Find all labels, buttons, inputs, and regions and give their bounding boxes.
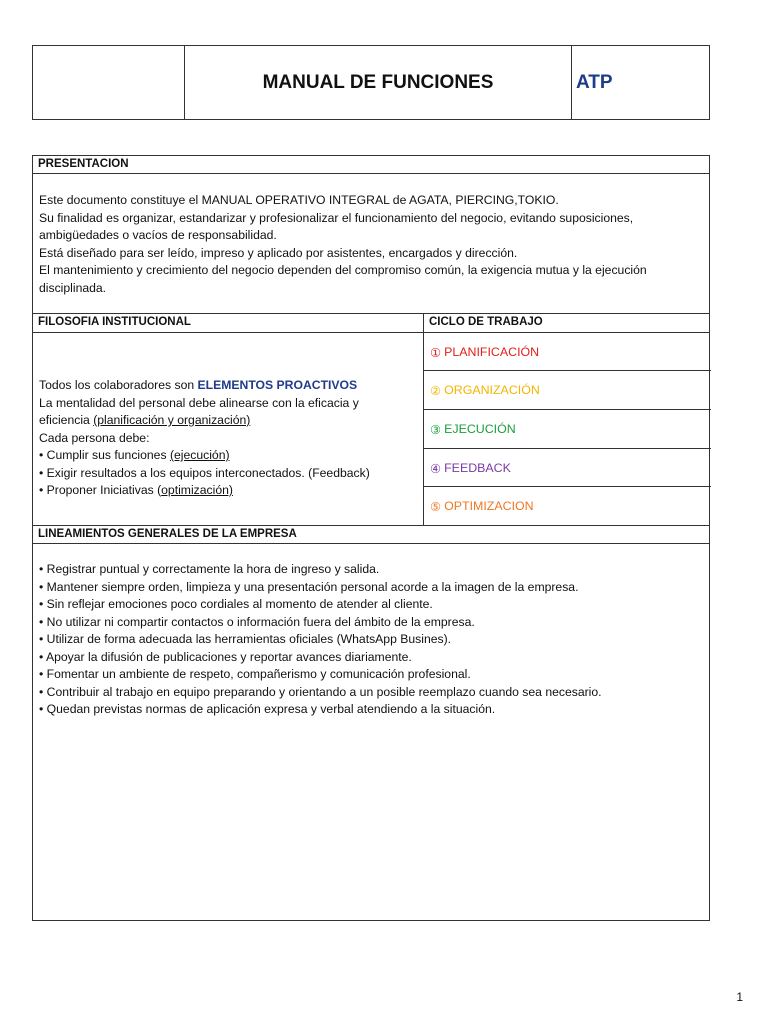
ciclo-step-organizacion [424, 371, 709, 409]
step-label: ORGANIZACIÓN [444, 383, 540, 397]
logo-cell [33, 46, 185, 119]
filosofia-bullet-text: • Proponer Iniciativas ( [39, 483, 162, 497]
filosofia-bullet-underlined: (ejecución) [169, 448, 230, 462]
list-item: • Quedan previstas normas de aplicación expresa y verbal atendiendo a la situación. [39, 702, 496, 716]
filosofia-mentalidad-underlined: (planificación y organización) [93, 413, 251, 427]
ciclo-step-planificacion [424, 333, 709, 371]
filosofia-intro-text: Todos los colaboradores son [39, 378, 198, 392]
presentacion-text [39, 192, 699, 297]
presentacion-line: Está diseñado para ser leído, impreso y aplicado por asistentes, encargados y dirección. [39, 245, 518, 260]
list-item: • Sin reflejar emociones poco cordiales al momento de atender al cliente. [39, 597, 433, 611]
document-header [32, 45, 710, 120]
filosofia-intro-accent: ELEMENTOS PROACTIVOS [197, 378, 358, 392]
step-label: OPTIMIZACION [444, 499, 534, 513]
divider [33, 173, 709, 174]
document-code: ATP [576, 71, 613, 93]
page-number: 1 [736, 990, 743, 1004]
presentacion-line: El mantenimiento y crecimiento del negocio dependen del compromiso común, la exigencia mutua y la ejecución disciplinada. [39, 263, 647, 295]
list-item: • Contribuir al trabajo en equipo preparando y orientando a un posible reemplazo cuando sea necesario. [39, 684, 602, 699]
ciclo-step-feedback [424, 449, 709, 487]
presentacion-line: Este documento constituye el MANUAL OPERATIVO INTEGRAL de AGATA, PIERCING,TOKIO. [39, 193, 559, 207]
list-item: • Mantener siempre orden, limpieza y una presentación personal acorde a la imagen de la empresa. [39, 579, 579, 594]
step-number-icon: ⑤ [430, 499, 442, 514]
filosofia-heading: FILOSOFIA INSTITUCIONAL [38, 316, 191, 328]
step-label: PLANIFICACIÓN [444, 345, 540, 359]
ciclo-step-optimizacion [424, 487, 709, 525]
filosofia-bullet [39, 447, 399, 465]
step-label: EJECUCIÓN [444, 422, 516, 436]
content-table [32, 155, 710, 921]
ciclo-heading: CICLO DE TRABAJO [429, 316, 543, 328]
step-number-icon: ③ [430, 422, 442, 437]
document-title: MANUAL DE FUNCIONES [185, 46, 572, 119]
step-label: FEEDBACK [444, 461, 511, 475]
list-item: • No utilizar ni compartir contactos o información fuera del ámbito de la empresa. [39, 614, 475, 629]
presentacion-heading: PRESENTACION [38, 158, 129, 170]
filosofia-bullet-text: • Cumplir sus funciones [39, 448, 170, 462]
lineamientos-list [39, 561, 699, 719]
filosofia-text [39, 377, 399, 500]
step-number-icon: ② [430, 383, 442, 398]
divider [33, 543, 709, 544]
step-number-icon: ① [430, 345, 442, 360]
presentacion-line: Su finalidad es organizar, estandarizar y profesionalizar el funcionamiento del negocio, evitando suposiciones, ambigüedades o vacíos de responsabilidad. [39, 210, 634, 242]
filosofia-bullet [39, 482, 399, 500]
filosofia-mentalidad [39, 395, 399, 430]
filosofia-bullet-underlined: optimización) [161, 483, 233, 497]
step-number-icon: ④ [430, 461, 442, 476]
filosofia-intro [39, 377, 399, 395]
list-item: • Fomentar un ambiente de respeto, compañerismo y comunicación profesional. [39, 667, 471, 681]
lineamientos-heading: LINEAMIENTOS GENERALES DE LA EMPRESA [38, 528, 297, 540]
filosofia-mentalidad-text: La mentalidad del personal debe alinearse con la eficacia y eficiencia [39, 395, 359, 427]
filosofia-bullet: • Exigir resultados a los equipos interconectados. (Feedback) [39, 465, 370, 480]
ciclo-step-ejecucion [424, 410, 709, 448]
list-item: • Utilizar de forma adecuada las herramientas oficiales (WhatsApp Busines). [39, 632, 452, 646]
filosofia-cada: Cada persona debe: [39, 430, 150, 445]
list-item: • Registrar puntual y correctamente la hora de ingreso y salida. [39, 562, 380, 576]
list-item: • Apoyar la difusión de publicaciones y reportar avances diariamente. [39, 649, 412, 664]
